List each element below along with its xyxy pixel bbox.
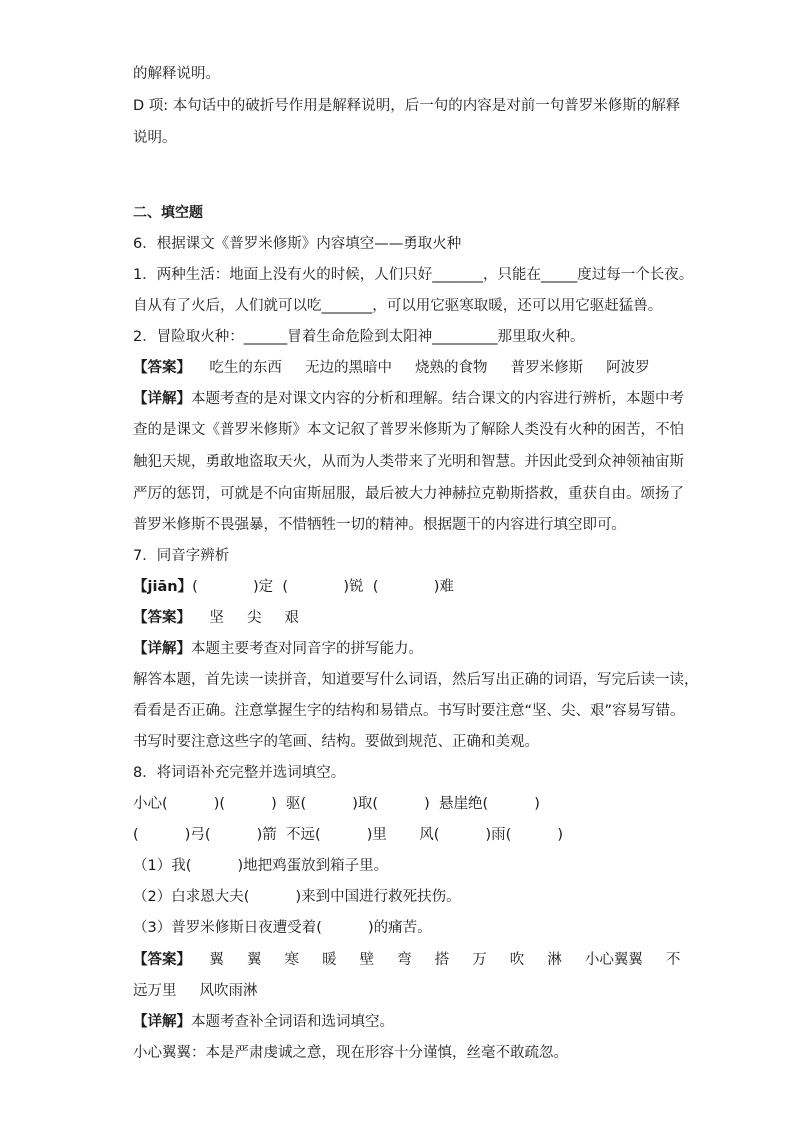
explanation-label: 【详解】 [133,1014,191,1030]
pinyin-label: 【jiān】 [133,579,193,595]
text-line: （2）白求恩大夫( )来到中国进行救死扶伤。 [133,889,461,905]
question-title: 6．根据课文《普罗米修斯》内容填空——勇取火种 [133,236,462,252]
text-line: 查的是课文《普罗米修斯》本文记叙了普罗米修斯为了解除人类没有火种的困苦，不怕 [133,422,684,438]
explanation-line: 【详解】本题考查的是对课文内容的分析和理解。结合课文的内容进行辨析，本题中考 [133,391,684,407]
text-line: 解答本题，首先读一读拼音，知道要写什么词语，然后写出正确的词语，写完后读一读， [133,672,699,688]
text-line: 普罗米修斯不畏强暴，不惜牺牲一切的精神。根据题干的内容进行填空即可。 [133,517,626,533]
text-line: ( )弓( )箭 不远( )里 风( )雨( ) [133,827,564,843]
answer-label: 【答案】 [133,360,191,376]
text-line: 看看是否正确。注意掌握生字的结构和易错点。书写时要注意“坚、尖、艰”容易写错。 [133,703,685,719]
text-line: 严厉的惩罚，可就是不向宙斯屈服，最后被大力神赫拉克勒斯搭救，重获自由。颂扬了 [133,486,684,502]
answer-line: 【答案】 吃生的东西 无边的黑暗中 烧熟的食物 普罗米修斯 阿波罗 [133,360,650,376]
explanation-line: 【详解】本题主要考查对同音字的拼写能力。 [133,641,423,657]
question-title: 7．同音字辨析 [133,548,230,564]
text-line: 的解释说明。 [133,66,220,82]
section-heading: 二、填空题 [133,205,203,221]
text-line: 书写时要注意这些字的笔画、结构。要做到规范、正确和美观。 [133,734,539,750]
explanation-label: 【详解】 [133,641,191,657]
explanation-line: 【详解】本题考查补全词语和选词填空。 [133,1014,394,1030]
text-line: （1）我( )地把鸡蛋放到箱子里。 [133,858,389,874]
text-line: 说明。 [133,130,177,146]
text-line: 自从有了火后，人们就可以吃_______，可以用它驱寒取暖，还可以用它驱赶猛兽。 [133,298,663,314]
question-title: 8．将词语补充完整并选词填空。 [133,765,346,781]
pinyin-line: 【jiān】( )定 ( )锐 ( )难 [133,579,454,595]
explanation-label: 【详解】 [133,391,191,407]
text-line: 2．冒险取火种：______冒着生命危险到太阳神_________那里取火种。 [133,329,585,345]
answer-label: 【答案】 [133,610,191,626]
text-line: 小心翼翼：本是严肃虔诚之意，现在形容十分谨慎，丝毫不敢疏忽。 [133,1045,568,1061]
text-line: 远万里 风吹雨淋 [133,983,258,999]
text-line: 1．两种生活：地面上没有火的时候，人们只好_______，只能在_____度过每一个长夜。 [133,267,694,283]
answer-line: 【答案】 坚 尖 艰 [133,610,300,626]
answer-label: 【答案】 [133,952,191,968]
answer-line: 【答案】 翼 翼 寒 暖 壁 弯 搭 万 吹 淋 小心翼翼 不 [133,952,681,968]
text-line: 小心( )( ) 驱( )取( ) 悬崖绝( ) [133,796,540,812]
text-line: D 项: 本句话中的破折号作用是解释说明，后一句的内容是对前一句普罗米修斯的解释 [133,98,681,114]
text-line: 触犯天规，勇敢地盗取天火，从而为人类带来了光明和智慧。并因此受到众神领袖宙斯 [133,454,684,470]
text-line: （3）普罗米修斯日夜遭受着( )的痛苦。 [133,920,432,936]
